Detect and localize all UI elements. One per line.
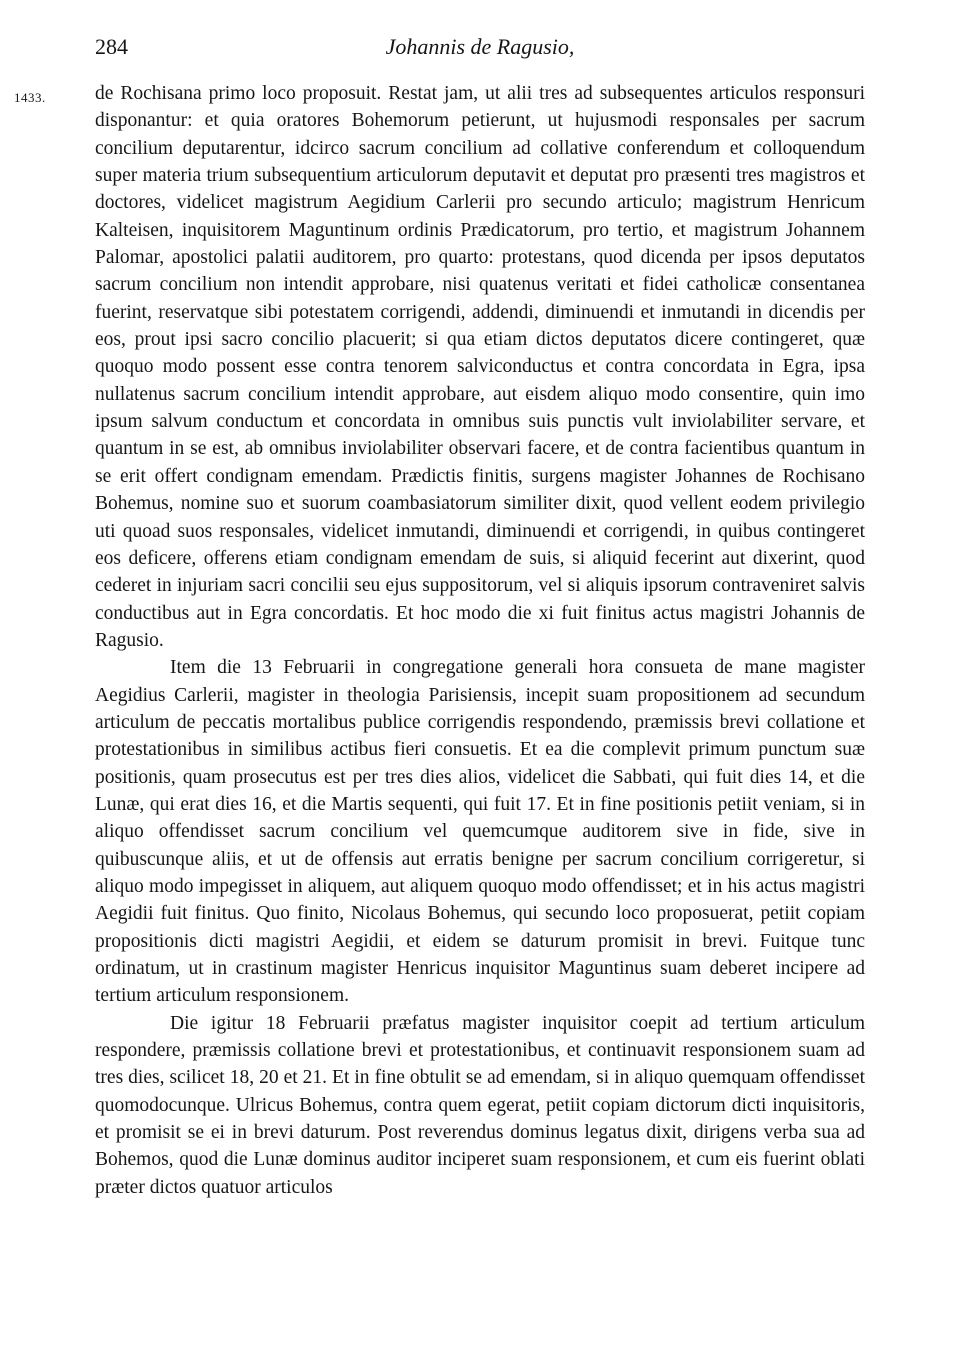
- page-number: 284: [95, 34, 128, 59]
- running-title: Johannis de Ragusio,: [385, 34, 575, 59]
- paragraph-2: Item die 13 Februarii in congregatione generali hora consueta de mane magister Aegidius Carlerii, magister in theologia Parisiensis, incepit suam propositionem ad secundum articulum de peccatis mortalibus publice corrigendis respondendo, præmissis brevi collatione et protestationibus in similibus actibus fieri consuetis. Et ea die complevit primum punctum suæ positionis, quam prosecutus est per tres dies alios, videlicet die Sabbati, qui fuit dies 14, et die Lunæ, qui erat dies 16, et die Martis sequenti, qui fuit 17. Et in fine positionis petiit veniam, si in aliquo offendisset sacrum concilium vel quemcumque auditorem sive in fide, sive in quibuscunque aliis, et ut de offensis aut erratis benigne per sacrum concilium corrigeretur, si aliquo modo impegisset in aliquem, aut aliquem quoquo modo offendisset; et in his actus magistri Aegidii fuit finitus. Quo finito, Nicolaus Bohemus, qui secundo loco proposuerat, petiit copiam propositionis dicti magistri Aegidii, et eidem se daturum promisit in brevi. Fuitque tunc ordinatum, ut in crastinum magister Henricus inquisitor Maguntinus suam deberet incipere ad tertium articulum responsionem.: [95, 657, 865, 1007]
- margin-year-note: 1433.: [14, 90, 46, 105]
- paragraph-1: de Rochisana primo loco proposuit. Restat jam, ut alii tres ad subsequentes articulos responsuri disponantur: et quia oratores Bohemorum petierunt, ut hujusmodi responsales per sacrum concilium deputarentur, idcirco sacrum concilium ad collative conferendum et colloquendum super materia trium subsequentium articulorum deputavit et deputat pro præsenti tres magistros et doctores, videlicet magistrum Aegidium Carlerii pro secundo articulo; magistrum Henricum Kalteisen, inquisitorem Maguntinum ordinis Prædicatorum, pro tertio, et magistrum Johannem Palomar, apostolici palatii auditorem, pro quarto: protestans, quod dicenda per ipsos deputatos sacrum concilium non intendit approbare, nisi quatenus veritati et fidei catholicæ consentanea fuerint, reservatque sibi potestatem corrigendi, addendi, diminuendi et inmutandi in dicendis per eos, prout ipsi sacro concilio placuerit; si qua etiam dictos deputatos dicere contingeret, quæ quoquo modo possent esse contra tenorem salviconductus et contra concordata in Egra, ipsa nullatenus sacrum concilium intendit approbare, aut eisdem aliquo modo consentire, quin imo ipsum salvum conductum et concordata in omnibus suis punctis vult inviolabiliter servare, et quantum in se est, ab omnibus inviolabiliter observari facere, et de contra facientibus quantum in se erit offert condignam emendam. Prædictis finitis, surgens magister Johannes de Rochisano Bohemus, nomine suo et suorum coambasiatorum similiter dixit, quod vellent eodem privilegio uti quoad suos responsales, videlicet inmutandi, diminuendi et corrigendi, in quibus contingeret eos deficere, offerens etiam condignam emendam de suis, si aliquid fecerint aut dixerint, quod cederet in injuriam sacri concilii seu ejus suppositorum, vel si aliquis ipsorum contraveniret salvis conductibus aut in Egra concordatis. Et hoc modo die xi fuit finitus actus magistri Johannis de Ragusio.: [95, 83, 865, 651]
- page-header: [95, 34, 865, 64]
- paragraph-3: Die igitur 18 Februarii præfatus magister inquisitor coepit ad tertium articulum respondere, præmissis collatione brevi et protestationibus, et continuavit responsionem suam ad tres dies, scilicet 18, 20 et 21. Et in fine obtulit se ad emendam, si in aliquo quemquam offendisset quomodocunque. Ulricus Bohemus, contra quem egerat, petiit copiam dictorum dicti inquisitoris, et promisit se ei in brevi daturum. Post reverendus dominus legatus dixit, dirigens verba sua ad Bohemos, quod die Lunæ dominus auditor inciperet suam responsionem, et cum eis fuerint oblati præter dictos quatuor articulos: [95, 1012, 865, 1198]
- body-text: [95, 80, 865, 1201]
